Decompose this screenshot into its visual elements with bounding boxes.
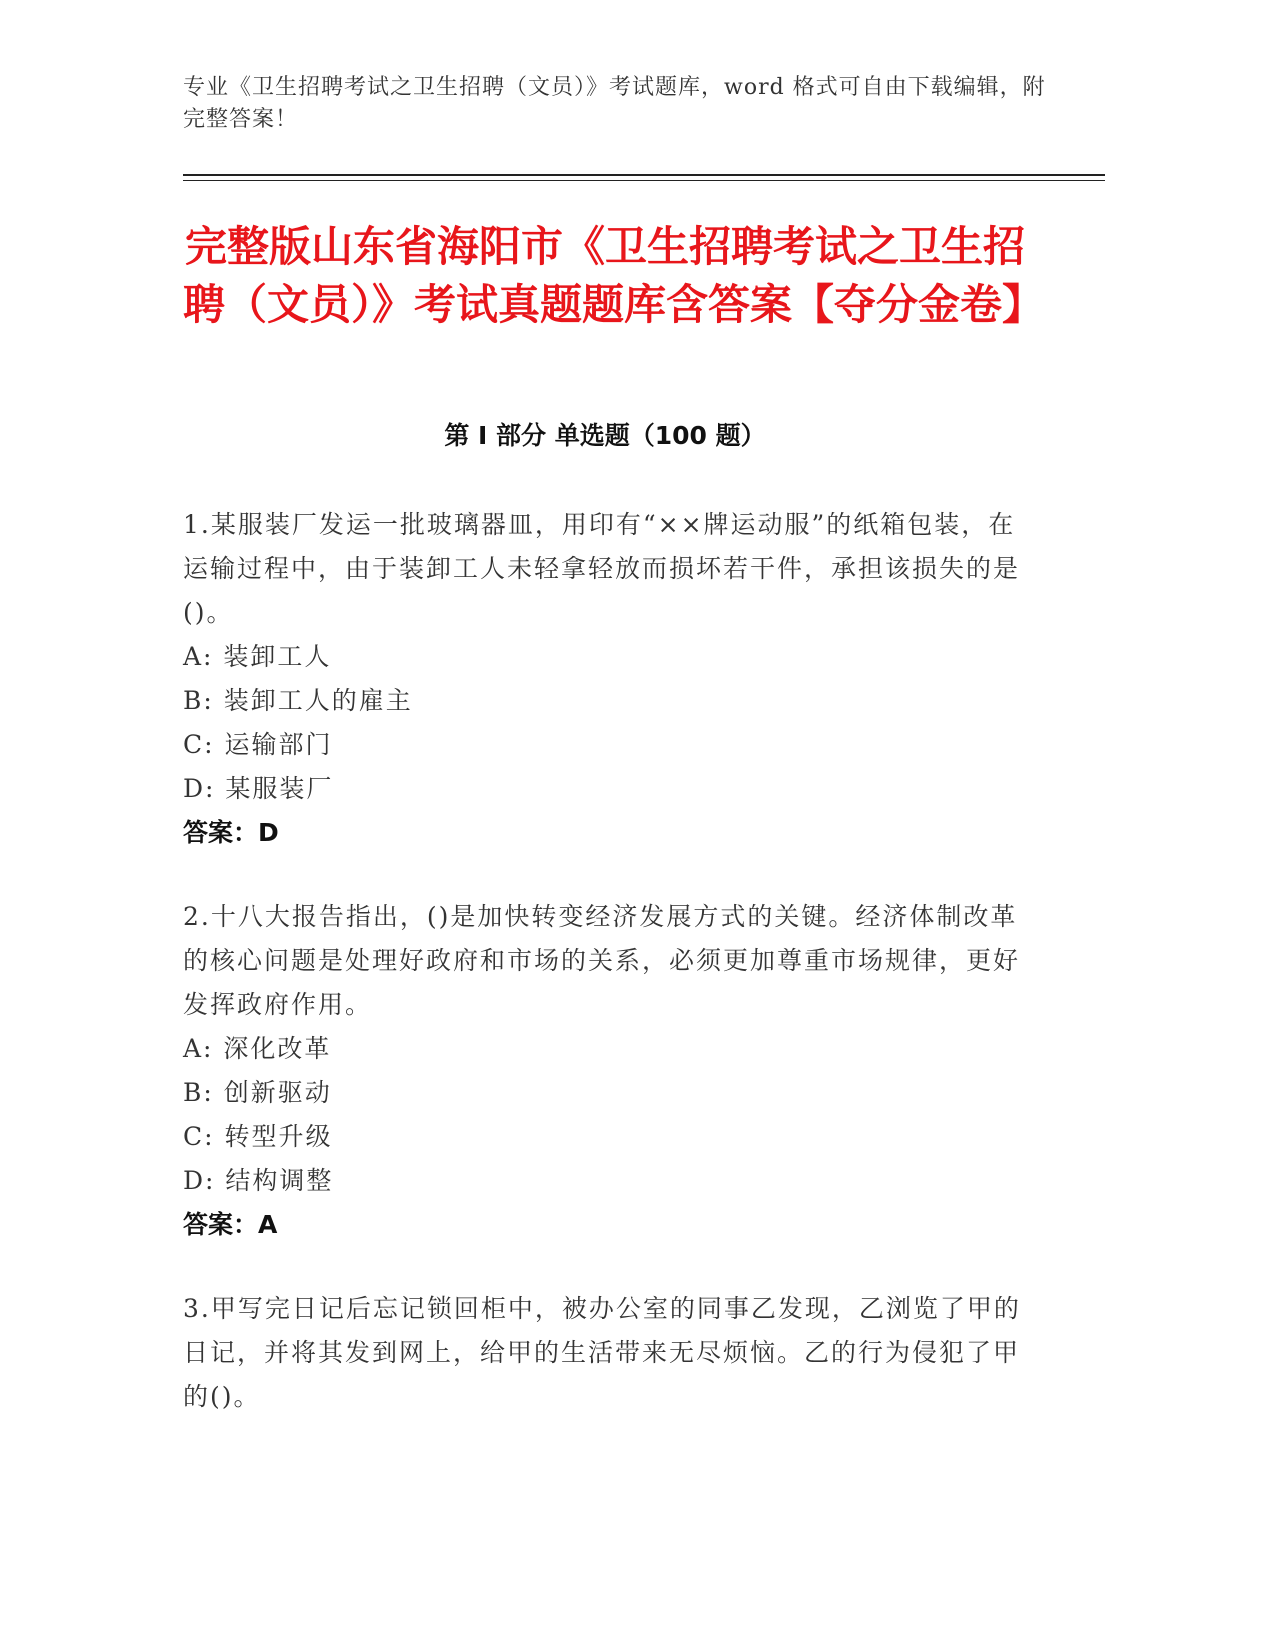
option-b: B: 装卸工人的雇主 — [183, 686, 413, 715]
question-1 — [183, 503, 1023, 855]
option-d: D: 某服装厂 — [183, 774, 334, 803]
header-divider-thin — [183, 180, 1105, 181]
question-3 — [183, 1287, 1023, 1419]
option-c: C: 运输部门 — [183, 730, 333, 759]
section-heading: 第 I 部分 单选题（100 题） — [444, 421, 766, 450]
document-title: 完整版山东省海阳市《卫生招聘考试之卫生招聘（文员）》考试真题题库含答案【夺分金卷】 — [183, 222, 1045, 329]
option-a: A: 装卸工人 — [183, 642, 332, 671]
option-a: A: 深化改革 — [183, 1034, 332, 1063]
option-c: C: 转型升级 — [183, 1122, 333, 1151]
header-note: 专业《卫生招聘考试之卫生招聘（文员）》考试题库，word 格式可自由下载编辑，附完整答案！ — [183, 75, 1046, 132]
header-divider-thick — [183, 174, 1105, 176]
option-d: D: 结构调整 — [183, 1166, 334, 1195]
question-2 — [183, 895, 1023, 1247]
question-stem: 1.某服装厂发运一批玻璃器皿，用印有“××牌运动服”的纸箱包装，在运输过程中，由于装卸工人未轻拿轻放而损坏若干件，承担该损失的是()。 — [183, 510, 1021, 627]
option-b: B: 创新驱动 — [183, 1078, 332, 1107]
question-stem: 3.甲写完日记后忘记锁回柜中，被办公室的同事乙发现，乙浏览了甲的日记，并将其发到网上，给甲的生活带来无尽烦恼。乙的行为侵犯了甲的()。 — [183, 1294, 1021, 1411]
answer-line: 答案：D — [183, 818, 279, 847]
answer-line: 答案：A — [183, 1210, 278, 1239]
question-stem: 2.十八大报告指出，()是加快转变经济发展方式的关键。经济体制改革的核心问题是处理好政府和市场的关系，必须更加尊重市场规律，更好发挥政府作用。 — [183, 902, 1021, 1019]
